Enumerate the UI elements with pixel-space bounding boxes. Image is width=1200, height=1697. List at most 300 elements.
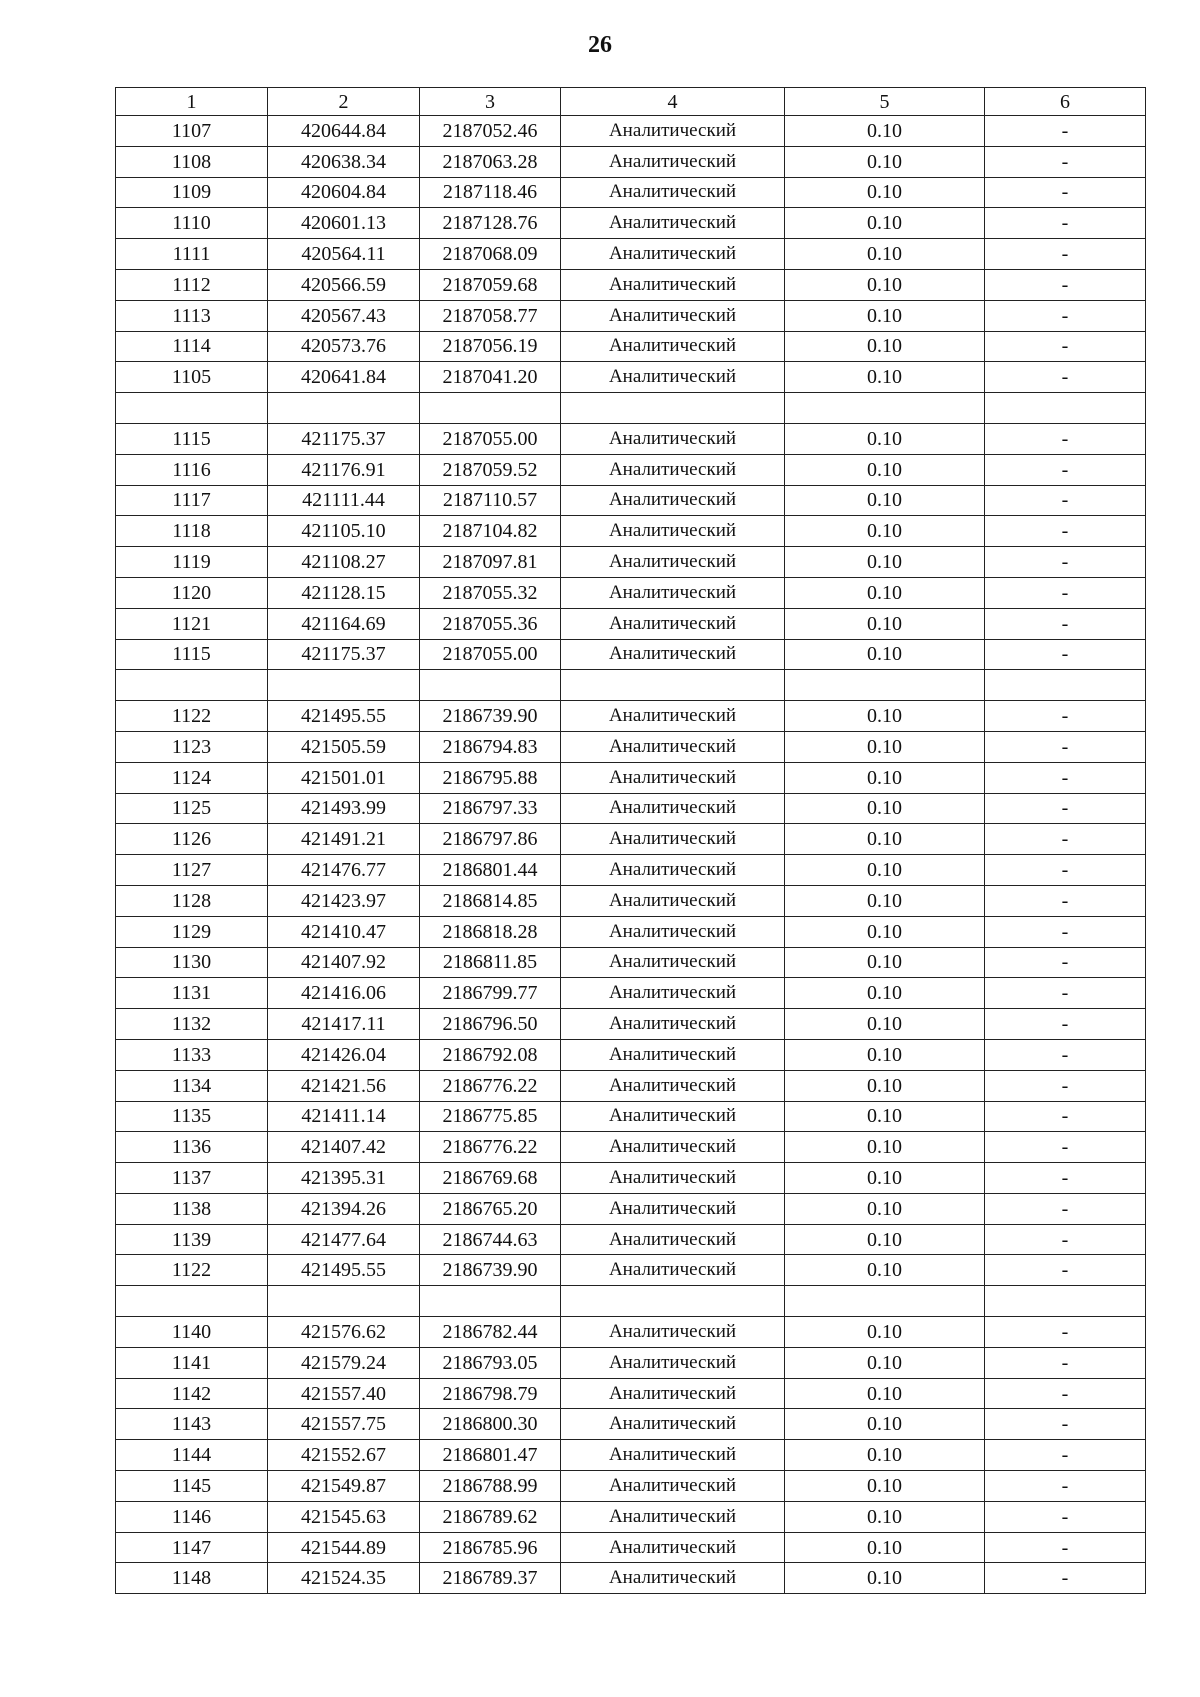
- point-number-cell: 1148: [116, 1563, 268, 1594]
- x-coordinate-cell: 421576.62: [268, 1317, 420, 1348]
- accuracy-cell: 0.10: [785, 978, 985, 1009]
- note-cell: -: [985, 485, 1146, 516]
- point-number-cell: 1120: [116, 577, 268, 608]
- note-cell: -: [985, 855, 1146, 886]
- method-cell: Аналитический: [561, 239, 785, 270]
- method-cell: Аналитический: [561, 269, 785, 300]
- table-row: [116, 1193, 1146, 1224]
- point-number-cell: 1115: [116, 423, 268, 454]
- note-cell: -: [985, 701, 1146, 732]
- x-coordinate-cell: 421423.97: [268, 885, 420, 916]
- x-coordinate-cell: 421501.01: [268, 762, 420, 793]
- x-coordinate-cell: 421394.26: [268, 1193, 420, 1224]
- y-coordinate-cell: [420, 393, 561, 424]
- point-number-cell: 1122: [116, 1255, 268, 1286]
- table-row: [116, 1009, 1146, 1040]
- note-cell: -: [985, 1101, 1146, 1132]
- note-cell: -: [985, 824, 1146, 855]
- method-cell: [561, 393, 785, 424]
- point-number-cell: 1122: [116, 701, 268, 732]
- x-coordinate-cell: 421411.14: [268, 1101, 420, 1132]
- point-number-cell: 1110: [116, 208, 268, 239]
- accuracy-cell: 0.10: [785, 1347, 985, 1378]
- x-coordinate-cell: 421579.24: [268, 1347, 420, 1378]
- accuracy-cell: 0.10: [785, 1163, 985, 1194]
- x-coordinate-cell: 421557.40: [268, 1378, 420, 1409]
- y-coordinate-cell: 2186775.85: [420, 1101, 561, 1132]
- column-header: 5: [785, 88, 985, 116]
- table-row: [116, 208, 1146, 239]
- y-coordinate-cell: [420, 1286, 561, 1317]
- x-coordinate-cell: 420573.76: [268, 331, 420, 362]
- table-row: [116, 1101, 1146, 1132]
- accuracy-cell: 0.10: [785, 1532, 985, 1563]
- table-row: [116, 116, 1146, 147]
- method-cell: Аналитический: [561, 1255, 785, 1286]
- note-cell: -: [985, 947, 1146, 978]
- y-coordinate-cell: 2186792.08: [420, 1039, 561, 1070]
- accuracy-cell: 0.10: [785, 239, 985, 270]
- point-number-cell: 1134: [116, 1070, 268, 1101]
- point-number-cell: 1143: [116, 1409, 268, 1440]
- point-number-cell: 1131: [116, 978, 268, 1009]
- table-row: [116, 947, 1146, 978]
- method-cell: Аналитический: [561, 1471, 785, 1502]
- x-coordinate-cell: 421175.37: [268, 639, 420, 670]
- table-header-row: [116, 88, 1146, 116]
- y-coordinate-cell: 2187055.00: [420, 639, 561, 670]
- method-cell: Аналитический: [561, 1132, 785, 1163]
- y-coordinate-cell: 2186801.44: [420, 855, 561, 886]
- table-row: [116, 824, 1146, 855]
- point-number-cell: 1135: [116, 1101, 268, 1132]
- x-coordinate-cell: 421128.15: [268, 577, 420, 608]
- note-cell: -: [985, 1440, 1146, 1471]
- table-row: [116, 423, 1146, 454]
- note-cell: -: [985, 978, 1146, 1009]
- table-row: [116, 300, 1146, 331]
- method-cell: Аналитический: [561, 485, 785, 516]
- accuracy-cell: 0.10: [785, 1132, 985, 1163]
- y-coordinate-cell: 2186799.77: [420, 978, 561, 1009]
- accuracy-cell: 0.10: [785, 547, 985, 578]
- point-number-cell: 1128: [116, 885, 268, 916]
- note-cell: -: [985, 516, 1146, 547]
- accuracy-cell: 0.10: [785, 608, 985, 639]
- note-cell: -: [985, 885, 1146, 916]
- table-row: [116, 1347, 1146, 1378]
- method-cell: Аналитический: [561, 1440, 785, 1471]
- point-number-cell: 1117: [116, 485, 268, 516]
- x-coordinate-cell: 421549.87: [268, 1471, 420, 1502]
- table-row: [116, 269, 1146, 300]
- x-coordinate-cell: 421476.77: [268, 855, 420, 886]
- y-coordinate-cell: [420, 670, 561, 701]
- accuracy-cell: 0.10: [785, 177, 985, 208]
- table-row: [116, 1163, 1146, 1194]
- note-cell: -: [985, 269, 1146, 300]
- y-coordinate-cell: 2187056.19: [420, 331, 561, 362]
- accuracy-cell: 0.10: [785, 916, 985, 947]
- table-row: [116, 362, 1146, 393]
- method-cell: Аналитический: [561, 916, 785, 947]
- y-coordinate-cell: 2186811.85: [420, 947, 561, 978]
- method-cell: Аналитический: [561, 1193, 785, 1224]
- method-cell: Аналитический: [561, 516, 785, 547]
- y-coordinate-cell: 2187110.57: [420, 485, 561, 516]
- note-cell: -: [985, 1039, 1146, 1070]
- y-coordinate-cell: 2187063.28: [420, 146, 561, 177]
- accuracy-cell: 0.10: [785, 824, 985, 855]
- x-coordinate-cell: 421426.04: [268, 1039, 420, 1070]
- point-number-cell: 1133: [116, 1039, 268, 1070]
- accuracy-cell: 0.10: [785, 1409, 985, 1440]
- point-number-cell: 1111: [116, 239, 268, 270]
- point-number-cell: [116, 1286, 268, 1317]
- accuracy-cell: 0.10: [785, 208, 985, 239]
- column-header: 2: [268, 88, 420, 116]
- x-coordinate-cell: 421477.64: [268, 1224, 420, 1255]
- x-coordinate-cell: 421493.99: [268, 793, 420, 824]
- x-coordinate-cell: 420566.59: [268, 269, 420, 300]
- point-number-cell: 1132: [116, 1009, 268, 1040]
- y-coordinate-cell: 2186814.85: [420, 885, 561, 916]
- column-header: 1: [116, 88, 268, 116]
- table-row: [116, 577, 1146, 608]
- accuracy-cell: 0.10: [785, 1039, 985, 1070]
- point-number-cell: 1115: [116, 639, 268, 670]
- x-coordinate-cell: 421421.56: [268, 1070, 420, 1101]
- x-coordinate-cell: 421524.35: [268, 1563, 420, 1594]
- note-cell: -: [985, 331, 1146, 362]
- table-row: [116, 1255, 1146, 1286]
- y-coordinate-cell: 2187055.32: [420, 577, 561, 608]
- point-number-cell: 1107: [116, 116, 268, 147]
- accuracy-cell: 0.10: [785, 454, 985, 485]
- note-cell: -: [985, 1070, 1146, 1101]
- method-cell: Аналитический: [561, 577, 785, 608]
- accuracy-cell: 0.10: [785, 1255, 985, 1286]
- x-coordinate-cell: 421407.42: [268, 1132, 420, 1163]
- point-number-cell: [116, 670, 268, 701]
- note-cell: -: [985, 731, 1146, 762]
- x-coordinate-cell: [268, 670, 420, 701]
- table-row: [116, 1532, 1146, 1563]
- y-coordinate-cell: 2186797.86: [420, 824, 561, 855]
- method-cell: Аналитический: [561, 1563, 785, 1594]
- x-coordinate-cell: 421505.59: [268, 731, 420, 762]
- method-cell: Аналитический: [561, 1532, 785, 1563]
- method-cell: Аналитический: [561, 362, 785, 393]
- y-coordinate-cell: 2186798.79: [420, 1378, 561, 1409]
- x-coordinate-cell: 421495.55: [268, 1255, 420, 1286]
- note-cell: -: [985, 146, 1146, 177]
- method-cell: Аналитический: [561, 1378, 785, 1409]
- point-number-cell: 1116: [116, 454, 268, 485]
- accuracy-cell: [785, 1286, 985, 1317]
- table-row: [116, 701, 1146, 732]
- point-number-cell: 1142: [116, 1378, 268, 1409]
- accuracy-cell: 0.10: [785, 731, 985, 762]
- point-number-cell: 1123: [116, 731, 268, 762]
- accuracy-cell: 0.10: [785, 762, 985, 793]
- table-row: [116, 731, 1146, 762]
- method-cell: Аналитический: [561, 885, 785, 916]
- note-cell: -: [985, 547, 1146, 578]
- table-row: [116, 239, 1146, 270]
- note-cell: -: [985, 1317, 1146, 1348]
- x-coordinate-cell: 420604.84: [268, 177, 420, 208]
- accuracy-cell: 0.10: [785, 1563, 985, 1594]
- y-coordinate-cell: 2187052.46: [420, 116, 561, 147]
- point-number-cell: 1113: [116, 300, 268, 331]
- note-cell: -: [985, 1378, 1146, 1409]
- method-cell: Аналитический: [561, 1070, 785, 1101]
- page-number: 26: [588, 32, 612, 58]
- method-cell: Аналитический: [561, 454, 785, 485]
- note-cell: -: [985, 1532, 1146, 1563]
- x-coordinate-cell: 421552.67: [268, 1440, 420, 1471]
- table-separator-row: [116, 670, 1146, 701]
- x-coordinate-cell: 421175.37: [268, 423, 420, 454]
- note-cell: -: [985, 208, 1146, 239]
- point-number-cell: 1125: [116, 793, 268, 824]
- accuracy-cell: 0.10: [785, 1193, 985, 1224]
- x-coordinate-cell: 421491.21: [268, 824, 420, 855]
- point-number-cell: 1137: [116, 1163, 268, 1194]
- method-cell: Аналитический: [561, 639, 785, 670]
- x-coordinate-cell: 420564.11: [268, 239, 420, 270]
- x-coordinate-cell: 421417.11: [268, 1009, 420, 1040]
- note-cell: -: [985, 1224, 1146, 1255]
- method-cell: Аналитический: [561, 978, 785, 1009]
- method-cell: Аналитический: [561, 1101, 785, 1132]
- y-coordinate-cell: 2187128.76: [420, 208, 561, 239]
- accuracy-cell: 0.10: [785, 885, 985, 916]
- y-coordinate-cell: 2186776.22: [420, 1132, 561, 1163]
- point-number-cell: 1136: [116, 1132, 268, 1163]
- note-cell: -: [985, 1009, 1146, 1040]
- table-row: [116, 547, 1146, 578]
- point-number-cell: 1121: [116, 608, 268, 639]
- table-row: [116, 1378, 1146, 1409]
- method-cell: Аналитический: [561, 146, 785, 177]
- column-header: 6: [985, 88, 1146, 116]
- note-cell: -: [985, 1501, 1146, 1532]
- note-cell: -: [985, 639, 1146, 670]
- y-coordinate-cell: 2186793.05: [420, 1347, 561, 1378]
- x-coordinate-cell: 421557.75: [268, 1409, 420, 1440]
- note-cell: -: [985, 608, 1146, 639]
- y-coordinate-cell: 2186800.30: [420, 1409, 561, 1440]
- point-number-cell: 1127: [116, 855, 268, 886]
- note-cell: -: [985, 1163, 1146, 1194]
- accuracy-cell: 0.10: [785, 1378, 985, 1409]
- table-row: [116, 639, 1146, 670]
- method-cell: Аналитический: [561, 423, 785, 454]
- accuracy-cell: 0.10: [785, 639, 985, 670]
- y-coordinate-cell: 2186769.68: [420, 1163, 561, 1194]
- note-cell: [985, 670, 1146, 701]
- accuracy-cell: 0.10: [785, 1224, 985, 1255]
- method-cell: Аналитический: [561, 1009, 785, 1040]
- y-coordinate-cell: 2187097.81: [420, 547, 561, 578]
- table-separator-row: [116, 393, 1146, 424]
- note-cell: -: [985, 916, 1146, 947]
- coordinates-table: [115, 87, 1146, 1594]
- x-coordinate-cell: 421108.27: [268, 547, 420, 578]
- method-cell: Аналитический: [561, 731, 785, 762]
- note-cell: -: [985, 1409, 1146, 1440]
- point-number-cell: 1108: [116, 146, 268, 177]
- table-row: [116, 1132, 1146, 1163]
- note-cell: -: [985, 116, 1146, 147]
- point-number-cell: 1141: [116, 1347, 268, 1378]
- method-cell: Аналитический: [561, 1224, 785, 1255]
- x-coordinate-cell: 420601.13: [268, 208, 420, 239]
- table-row: [116, 762, 1146, 793]
- x-coordinate-cell: 421105.10: [268, 516, 420, 547]
- accuracy-cell: 0.10: [785, 855, 985, 886]
- y-coordinate-cell: 2186797.33: [420, 793, 561, 824]
- table-separator-row: [116, 1286, 1146, 1317]
- y-coordinate-cell: 2187055.36: [420, 608, 561, 639]
- table-row: [116, 978, 1146, 1009]
- note-cell: -: [985, 454, 1146, 485]
- accuracy-cell: 0.10: [785, 701, 985, 732]
- accuracy-cell: 0.10: [785, 1471, 985, 1502]
- y-coordinate-cell: 2186789.37: [420, 1563, 561, 1594]
- method-cell: [561, 1286, 785, 1317]
- method-cell: Аналитический: [561, 177, 785, 208]
- method-cell: Аналитический: [561, 116, 785, 147]
- point-number-cell: 1126: [116, 824, 268, 855]
- x-coordinate-cell: 420641.84: [268, 362, 420, 393]
- y-coordinate-cell: 2187104.82: [420, 516, 561, 547]
- method-cell: Аналитический: [561, 1163, 785, 1194]
- column-header: 3: [420, 88, 561, 116]
- table-row: [116, 1471, 1146, 1502]
- x-coordinate-cell: [268, 393, 420, 424]
- table-row: [116, 608, 1146, 639]
- method-cell: Аналитический: [561, 824, 785, 855]
- point-number-cell: 1147: [116, 1532, 268, 1563]
- x-coordinate-cell: 421544.89: [268, 1532, 420, 1563]
- method-cell: Аналитический: [561, 1039, 785, 1070]
- y-coordinate-cell: 2186776.22: [420, 1070, 561, 1101]
- accuracy-cell: 0.10: [785, 1009, 985, 1040]
- accuracy-cell: 0.10: [785, 1070, 985, 1101]
- table-row: [116, 885, 1146, 916]
- y-coordinate-cell: 2187118.46: [420, 177, 561, 208]
- point-number-cell: 1118: [116, 516, 268, 547]
- point-number-cell: 1130: [116, 947, 268, 978]
- table-row: [116, 1070, 1146, 1101]
- note-cell: -: [985, 1132, 1146, 1163]
- table-row: [116, 1224, 1146, 1255]
- y-coordinate-cell: 2186818.28: [420, 916, 561, 947]
- table-row: [116, 177, 1146, 208]
- note-cell: -: [985, 177, 1146, 208]
- method-cell: Аналитический: [561, 762, 785, 793]
- method-cell: Аналитический: [561, 855, 785, 886]
- table-row: [116, 1501, 1146, 1532]
- accuracy-cell: 0.10: [785, 362, 985, 393]
- point-number-cell: 1140: [116, 1317, 268, 1348]
- y-coordinate-cell: 2187059.68: [420, 269, 561, 300]
- accuracy-cell: 0.10: [785, 146, 985, 177]
- accuracy-cell: 0.10: [785, 485, 985, 516]
- table-row: [116, 916, 1146, 947]
- method-cell: Аналитический: [561, 331, 785, 362]
- accuracy-cell: 0.10: [785, 300, 985, 331]
- y-coordinate-cell: 2186794.83: [420, 731, 561, 762]
- accuracy-cell: 0.10: [785, 423, 985, 454]
- x-coordinate-cell: 420638.34: [268, 146, 420, 177]
- note-cell: -: [985, 762, 1146, 793]
- y-coordinate-cell: 2186801.47: [420, 1440, 561, 1471]
- note-cell: -: [985, 1563, 1146, 1594]
- note-cell: -: [985, 1193, 1146, 1224]
- y-coordinate-cell: 2186744.63: [420, 1224, 561, 1255]
- point-number-cell: 1114: [116, 331, 268, 362]
- x-coordinate-cell: 421176.91: [268, 454, 420, 485]
- y-coordinate-cell: 2186796.50: [420, 1009, 561, 1040]
- note-cell: -: [985, 793, 1146, 824]
- point-number-cell: 1124: [116, 762, 268, 793]
- table-row: [116, 1317, 1146, 1348]
- y-coordinate-cell: 2187058.77: [420, 300, 561, 331]
- y-coordinate-cell: 2186789.62: [420, 1501, 561, 1532]
- method-cell: [561, 670, 785, 701]
- y-coordinate-cell: 2186765.20: [420, 1193, 561, 1224]
- x-coordinate-cell: 421410.47: [268, 916, 420, 947]
- x-coordinate-cell: 420567.43: [268, 300, 420, 331]
- accuracy-cell: 0.10: [785, 1440, 985, 1471]
- note-cell: -: [985, 1471, 1146, 1502]
- y-coordinate-cell: 2186785.96: [420, 1532, 561, 1563]
- y-coordinate-cell: 2186782.44: [420, 1317, 561, 1348]
- table-row: [116, 1563, 1146, 1594]
- y-coordinate-cell: 2186739.90: [420, 701, 561, 732]
- method-cell: Аналитический: [561, 608, 785, 639]
- point-number-cell: 1109: [116, 177, 268, 208]
- accuracy-cell: 0.10: [785, 516, 985, 547]
- table-body: [116, 116, 1146, 1594]
- accuracy-cell: 0.10: [785, 331, 985, 362]
- accuracy-cell: [785, 393, 985, 424]
- table-row: [116, 485, 1146, 516]
- note-cell: -: [985, 1347, 1146, 1378]
- note-cell: -: [985, 423, 1146, 454]
- accuracy-cell: 0.10: [785, 947, 985, 978]
- method-cell: Аналитический: [561, 1317, 785, 1348]
- accuracy-cell: 0.10: [785, 1501, 985, 1532]
- point-number-cell: 1119: [116, 547, 268, 578]
- table-row: [116, 331, 1146, 362]
- method-cell: Аналитический: [561, 1409, 785, 1440]
- accuracy-cell: [785, 670, 985, 701]
- method-cell: Аналитический: [561, 793, 785, 824]
- point-number-cell: 1144: [116, 1440, 268, 1471]
- y-coordinate-cell: 2187068.09: [420, 239, 561, 270]
- accuracy-cell: 0.10: [785, 1317, 985, 1348]
- note-cell: [985, 393, 1146, 424]
- method-cell: Аналитический: [561, 300, 785, 331]
- x-coordinate-cell: [268, 1286, 420, 1317]
- method-cell: Аналитический: [561, 1501, 785, 1532]
- method-cell: Аналитический: [561, 947, 785, 978]
